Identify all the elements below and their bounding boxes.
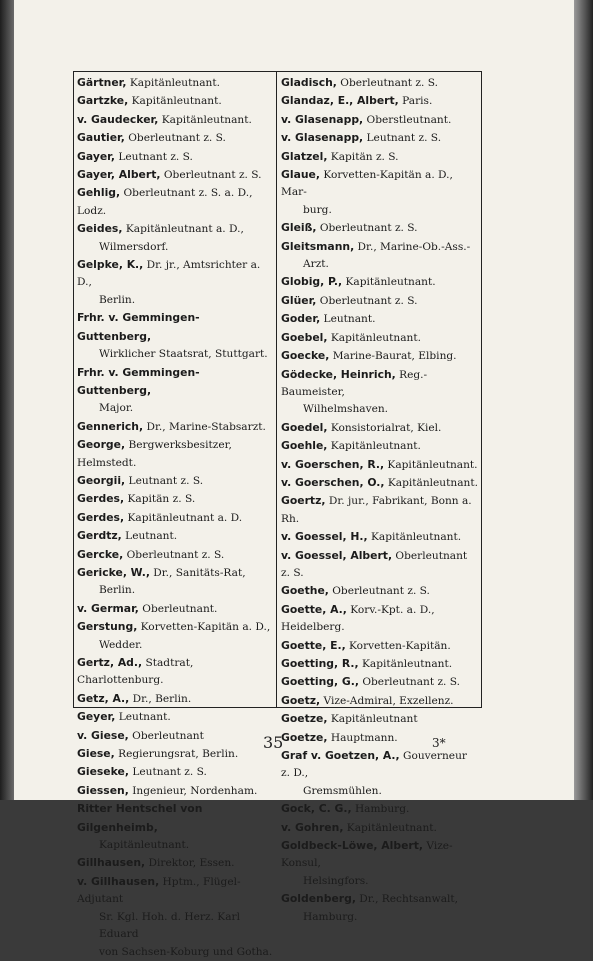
entry-name: Frhr. v. Gemmingen-Guttenberg,	[77, 311, 200, 343]
entry-text: Dr. jr., Amtsrichter a. D.,	[77, 259, 261, 289]
entry-text: Korvetten-Kapitän a. D.,	[137, 621, 271, 634]
entry-name: Goetting, R.,	[281, 657, 359, 670]
list-item	[281, 166, 479, 219]
list-item	[77, 166, 273, 184]
entry-continuation: Wirklicher Staatsrat, Stuttgart.	[99, 348, 268, 361]
list-item	[77, 873, 273, 961]
entry-name: v. Gillhausen,	[77, 874, 160, 888]
entry-name: Goetze,	[281, 712, 328, 726]
entry-text: Hamburg.	[351, 803, 410, 816]
entry-text: Reg.-Baumeister,	[281, 368, 428, 398]
entry-text: Oberleutnant z. S.	[328, 585, 430, 598]
entry-continuation: Helsingfors.	[303, 874, 369, 887]
entry-text: Kapitänleutnant.	[126, 77, 220, 89]
entry-text: Korvetten-Kapitän.	[345, 639, 451, 652]
list-item	[77, 74, 273, 92]
list-item	[281, 710, 479, 728]
entry-text: Kapitänleutnant a. D.,	[122, 223, 244, 236]
entry-name: Goebel,	[281, 330, 328, 344]
entry-name: Gehlig,	[77, 186, 121, 200]
list-item	[77, 364, 273, 418]
list-item	[281, 673, 479, 691]
entry-name: v. Germar,	[77, 601, 139, 615]
column-divider	[276, 71, 277, 708]
entry-name: v. Goessel, H.,	[281, 530, 368, 544]
list-item	[77, 111, 273, 129]
list-item	[77, 564, 273, 600]
entry-text: Kapitän z. S.	[124, 493, 196, 506]
entry-continuation: Wilmersdorf.	[99, 240, 169, 253]
entry-name: Giessen,	[77, 783, 129, 797]
list-item	[77, 184, 273, 220]
entry-name: v. Goerschen, O.,	[281, 475, 385, 489]
entry-continuation: Major.	[99, 402, 134, 415]
list-item	[281, 238, 479, 274]
list-item	[281, 219, 479, 237]
entry-text: Dr. jur., Fabrikant, Bonn a. Rh.	[281, 495, 472, 525]
entry-continuation: Wilhelmshaven.	[303, 403, 389, 416]
list-item	[281, 92, 479, 110]
entry-text: Kapitänleutnant.	[342, 276, 436, 289]
entry-name: Gladisch,	[281, 76, 337, 89]
entry-name: Ritter Hentschel von Gilgenheimb,	[77, 802, 203, 834]
entry-text: Kapitänleutnant.	[158, 113, 252, 126]
entry-name: Gerdtz,	[77, 529, 122, 543]
entry-text: Kapitänleutnant.	[343, 821, 437, 834]
entry-text: Kapitänleutnant a. D.	[124, 511, 243, 524]
entry-text: Hptm., Flügel-Adjutant	[77, 875, 241, 906]
list-item	[77, 782, 273, 800]
entry-name: Goette, E.,	[281, 638, 346, 652]
entry-continuation: Arzt.	[303, 258, 329, 271]
entry-text: Oberleutnant z. S. a. D., Lodz.	[77, 187, 253, 217]
book-gutter-shadow	[0, 0, 14, 800]
entry-text: Kapitänleutnant.	[128, 95, 222, 108]
entry-text: Leutnant.	[115, 711, 171, 724]
list-item	[281, 601, 479, 637]
entry-text: Ingenieur, Nordenham.	[128, 784, 258, 797]
entry-name: Gerdes,	[77, 510, 125, 524]
list-item	[281, 129, 479, 147]
list-item	[281, 347, 479, 365]
entry-text: Kapitänleutnant.	[367, 531, 462, 544]
entry-text: Oberleutnant z. S.	[358, 676, 461, 689]
entry-name: v. Goerschen, R.,	[281, 457, 385, 471]
list-item	[77, 546, 273, 564]
entry-continuation: von Sachsen-Koburg und Gotha.	[99, 945, 273, 958]
list-item	[77, 509, 273, 527]
entry-text: Stadtrat, Charlottenburg.	[77, 657, 194, 687]
entry-name: Goethe,	[281, 584, 329, 598]
list-item	[281, 800, 479, 818]
list-item	[77, 436, 273, 472]
entry-name: Graf v. Goetzen, A.,	[281, 749, 400, 763]
list-item	[281, 637, 479, 655]
entry-name: Gillhausen,	[77, 856, 146, 870]
entry-text: Kapitänleutnant.	[384, 476, 478, 489]
entry-text: Kapitänleutnant.	[327, 331, 421, 344]
entry-text: Dr., Sanitäts-Rat,	[149, 566, 246, 579]
list-item	[281, 148, 479, 166]
list-item	[77, 745, 273, 763]
list-item	[281, 437, 479, 455]
entry-name: v. Glasenapp,	[281, 131, 364, 145]
entry-name: Goecke,	[281, 349, 330, 363]
entry-name: Goetting, G.,	[281, 675, 359, 689]
entry-name: Gelpke, K.,	[77, 258, 144, 272]
entry-text: Gouverneur z. D.,	[281, 750, 467, 780]
entry-text: Leutnant z. S.	[363, 132, 442, 145]
entry-continuation: Gremsmühlen.	[303, 784, 382, 797]
entry-name: Glatzel,	[281, 149, 328, 163]
list-item	[281, 837, 479, 890]
entry-name: v. Gaudecker,	[77, 112, 159, 126]
list-item	[281, 729, 479, 747]
list-item	[281, 547, 479, 583]
entry-text: Kapitänleutnant.	[327, 440, 421, 453]
entry-name: Goehle,	[281, 439, 328, 453]
entry-name: Goder,	[281, 312, 321, 326]
entry-text: Oberleutnant z. S.	[336, 77, 438, 89]
entry-name: Gieseke,	[77, 765, 129, 779]
entry-text: Oberleutnant z. S.	[123, 548, 225, 561]
list-item	[281, 419, 479, 437]
list-item	[281, 747, 479, 800]
list-item	[281, 456, 479, 474]
entry-text: Dr., Marine-Stabsarzt.	[143, 420, 266, 433]
list-item	[281, 366, 479, 419]
entry-text: Korv.-Kpt. a. D., Heidelberg.	[281, 603, 435, 634]
entry-name: v. Goessel, Albert,	[281, 548, 393, 562]
list-item	[281, 74, 479, 92]
entry-text: Dr., Marine-Ob.-Ass.-	[354, 240, 471, 253]
entry-text: Vize-Admiral, Exzellenz.	[320, 694, 454, 707]
entry-name: Gayer,	[77, 149, 116, 163]
entry-text: Vize-Konsul,	[281, 840, 453, 870]
entry-text: Bergwerksbesitzer, Helmstedt.	[77, 439, 232, 469]
list-item	[281, 655, 479, 673]
entry-text: Oberleutnant.	[138, 602, 218, 615]
left-column	[77, 74, 273, 961]
page-number: 35	[263, 733, 284, 752]
entry-name: Goedel,	[281, 420, 328, 434]
entry-text: Kapitän z. S.	[327, 150, 399, 163]
entry-name: Gercke,	[77, 547, 124, 561]
entry-name: Gennerich,	[77, 419, 144, 433]
entry-text: Hauptmann.	[327, 731, 398, 744]
list-item	[281, 492, 479, 528]
list-item	[77, 763, 273, 781]
entry-name: v. Gohren,	[281, 820, 344, 834]
entry-name: Gautier,	[77, 131, 125, 145]
entry-text: Kapitänleutnant.	[358, 658, 453, 670]
entry-text: Leutnant z. S.	[128, 766, 207, 779]
list-item	[77, 654, 273, 690]
entry-name: Globig, P.,	[281, 275, 343, 289]
list-item	[77, 690, 273, 708]
list-item	[77, 129, 273, 147]
list-item	[77, 618, 273, 654]
entry-text: Konsistorialrat, Kiel.	[327, 421, 442, 434]
entry-name: Gock, C. G.,	[281, 802, 352, 816]
entry-name: Gayer, Albert,	[77, 168, 161, 182]
entry-name: George,	[77, 438, 126, 452]
entry-name: Glandaz, E., Albert,	[281, 94, 399, 108]
list-item	[77, 708, 273, 726]
entry-text: Regierungsrat, Berlin.	[114, 748, 239, 761]
list-item	[281, 310, 479, 328]
entry-text: Oberleutnant z. S.	[316, 294, 418, 307]
entry-text: Oberleutnant z. S.	[281, 549, 468, 579]
entry-name: Goldenberg,	[281, 892, 356, 906]
list-item	[77, 256, 273, 309]
list-item	[77, 490, 273, 508]
list-item	[281, 273, 479, 291]
list-item	[77, 727, 273, 745]
entry-name: Goertz,	[281, 494, 326, 508]
entry-name: Getz, A.,	[77, 691, 130, 705]
list-item	[281, 329, 479, 347]
entry-name: Gertz, Ad.,	[77, 656, 143, 669]
entry-continuation: Wedder.	[99, 638, 143, 651]
entry-text: Marine-Baurat, Elbing.	[329, 350, 457, 363]
entry-name: Goette, A.,	[281, 602, 347, 616]
list-item	[77, 472, 273, 490]
list-item	[77, 600, 273, 618]
entry-name: Giese,	[77, 747, 115, 761]
entry-name: Gartzke,	[77, 94, 129, 108]
list-item	[281, 890, 479, 926]
entry-name: Georgii,	[77, 473, 126, 487]
entry-name: Gleiß,	[281, 221, 317, 235]
entry-text: Leutnant.	[121, 530, 178, 543]
entry-name: Goldbeck-Löwe, Albert,	[281, 839, 423, 853]
entry-text: Paris.	[398, 95, 433, 108]
list-item	[77, 92, 273, 110]
entry-name: Gleitsmann,	[281, 239, 355, 253]
list-item	[77, 800, 273, 854]
entry-continuation: Sr. Kgl. Hoh. d. Herz. Karl Eduard	[99, 910, 240, 941]
right-column	[281, 74, 479, 926]
entry-text: Oberleutnant	[128, 729, 204, 742]
list-item	[77, 854, 273, 872]
entry-continuation: Kapitänleutnant.	[99, 839, 190, 852]
entry-text: Oberleutnant z. S.	[316, 222, 418, 235]
entry-name: Gödecke, Heinrich,	[281, 367, 396, 381]
entry-text: Leutnant z. S.	[115, 150, 193, 163]
entry-text: Kapitänleutnant.	[384, 458, 478, 471]
entry-text: Korvetten-Kapitän a. D., Mar-	[281, 169, 453, 199]
entry-name: Frhr. v. Gemmingen-Guttenberg,	[77, 365, 200, 397]
entry-name: v. Giese,	[77, 728, 129, 742]
entry-name: Gerdes,	[77, 492, 125, 506]
entry-text: Kapitänleutnant	[327, 713, 418, 726]
entry-continuation: Hamburg.	[303, 910, 358, 923]
entry-text: Oberstleutnant.	[363, 113, 452, 126]
entry-name: Goetz,	[281, 693, 321, 707]
page-edge	[574, 0, 593, 800]
entry-name: Gerstung,	[77, 620, 138, 634]
entry-text: Oberleutnant z. S.	[160, 169, 262, 182]
entry-continuation: Berlin.	[99, 293, 136, 306]
list-item	[77, 220, 273, 256]
entry-text: Leutnant z. S.	[125, 474, 204, 487]
list-item	[77, 527, 273, 545]
entry-name: v. Glasenapp,	[281, 112, 364, 126]
list-item	[281, 819, 479, 837]
list-item	[281, 292, 479, 310]
entry-text: Dr., Berlin.	[129, 692, 192, 705]
entry-name: Glüer,	[281, 293, 317, 307]
list-item	[77, 309, 273, 363]
list-item	[281, 582, 479, 600]
entry-name: Gärtner,	[77, 76, 127, 89]
entry-name: Geides,	[77, 222, 123, 236]
entry-name: Geyer,	[77, 710, 116, 724]
entry-name: Goetze,	[281, 730, 328, 744]
entry-continuation: burg.	[303, 203, 332, 216]
entry-text: Oberleutnant z. S.	[124, 132, 226, 145]
list-item	[77, 148, 273, 166]
list-item	[77, 418, 273, 436]
signature-mark: 3*	[432, 736, 446, 750]
entry-continuation: Berlin.	[99, 584, 136, 597]
list-item	[281, 692, 479, 710]
entry-text: Leutnant.	[320, 313, 376, 326]
entry-name: Glaue,	[281, 168, 320, 182]
list-item	[281, 474, 479, 492]
entry-text: Dr., Rechtsanwalt,	[355, 893, 459, 906]
entry-name: Gericke, W.,	[77, 565, 150, 579]
entry-text: Direktor, Essen.	[145, 857, 235, 870]
list-item	[281, 111, 479, 129]
list-item	[281, 528, 479, 546]
